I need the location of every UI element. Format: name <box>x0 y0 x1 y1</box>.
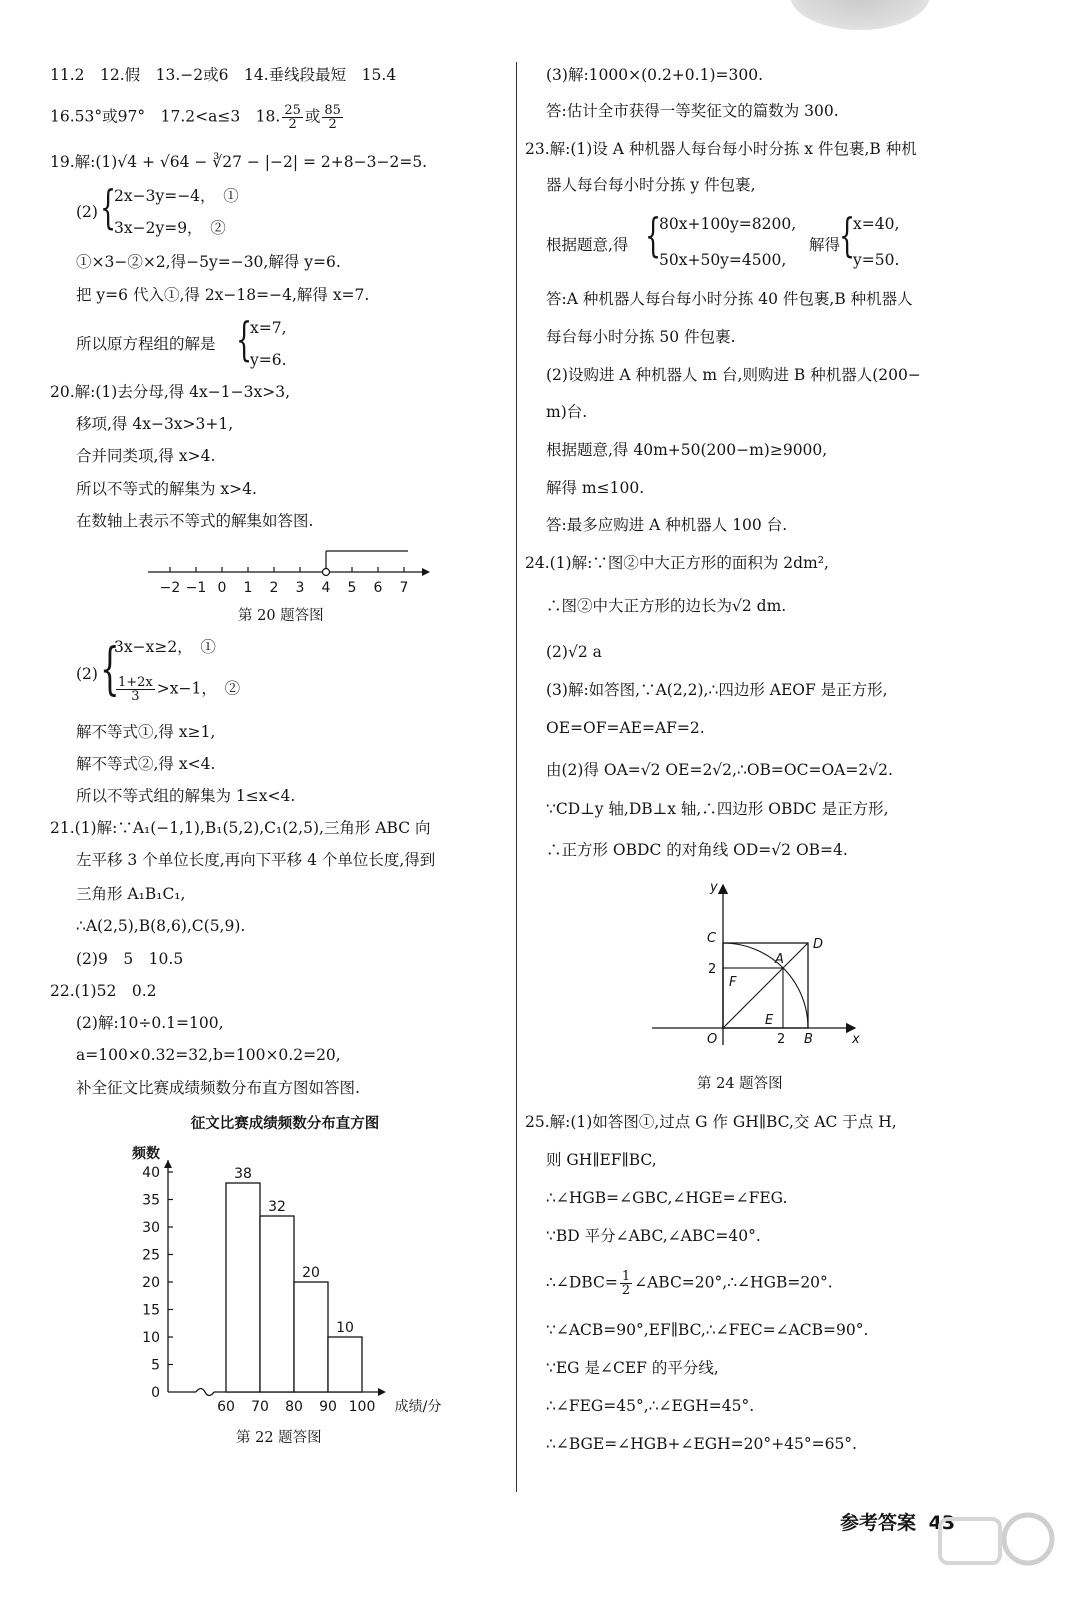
axis-break <box>196 1389 214 1396</box>
x-tick-label: 100 <box>348 1399 376 1415</box>
q20-part1: 20.解:(1)去分母,得 4x−1−3x>3, <box>50 383 291 401</box>
number-line-figure <box>140 540 430 600</box>
histogram-bar <box>260 1216 294 1392</box>
column-divider <box>516 62 517 1492</box>
bar-value-label: 20 <box>302 1265 320 1281</box>
q22-ab: a=100×0.32=32,b=100×0.2=20, <box>76 1046 341 1064</box>
q23-solve: 解得 m≤100. <box>546 479 645 497</box>
label-x: x <box>852 1032 860 1047</box>
y-tick-label: 40 <box>142 1165 160 1181</box>
q23-answer1b: 每台每小时分拣 50 件包裹. <box>546 328 736 346</box>
number-line-tick-label: 2 <box>269 580 279 596</box>
q21-line4: ∴A(2,5),B(8,6),C(5,9). <box>76 917 246 935</box>
number-line-tick-label: −1 <box>185 580 207 596</box>
q20-ineq2: $\frac{1+2x}{3}$ >x−1， ② <box>118 675 241 704</box>
q25-line2: 则 GH∥EF∥BC, <box>546 1151 657 1169</box>
q23-line1: 23.解:(1)设 A 种机器人每台每小时分拣 x 件包裹,B 种机 <box>525 140 917 158</box>
y-tick-label: 0 <box>151 1385 160 1401</box>
answer-line-16-18: 16.53°或97° 17.2<a≤3 18. $\frac{25}{2}$ 或 $\frac{85}{2}$ <box>50 103 341 132</box>
y-tick-label: 10 <box>142 1330 160 1346</box>
q19-step2: 把 y=6 代入①,得 2x−18=−4,解得 x=7. <box>76 286 370 304</box>
q25-line3: ∴∠HGB=∠GBC,∠HGE=∠FEG. <box>546 1189 788 1207</box>
y-tick-label: 20 <box>142 1275 160 1291</box>
q24-part3-line2: OE=OF=AE=AF=2. <box>546 719 705 737</box>
label-o: O <box>707 1032 718 1047</box>
number-line-tick-label: 6 <box>373 580 383 596</box>
chart-title: 征文比赛成绩频数分布直方图 <box>190 1116 380 1132</box>
number-line-tick-label: 5 <box>347 580 357 596</box>
label-e: E <box>765 1013 774 1028</box>
q23-answer2: 答:最多应购进 A 种机器人 100 台. <box>546 516 788 534</box>
q23-eq2: 50x+50y=4500, <box>659 251 787 269</box>
q24-part3-line3: 由(2)得 OA=√2 OE=2√2,∴OB=OC=OA=2√2. <box>546 761 893 779</box>
y-tick-label: 15 <box>142 1302 160 1319</box>
q23-part2-line1: (2)设购进 A 种机器人 m 台,则购进 B 种机器人(200− <box>546 366 921 384</box>
chart-x-label: 成绩/分 <box>394 1399 442 1415</box>
q23-system-label: 根据题意,得 <box>546 236 629 254</box>
fraction-85-2: $\frac{85}{2}$ <box>324 103 341 132</box>
q25-line7: ∵EG 是∠CEF 的平分线, <box>546 1359 719 1377</box>
number-line-arrow <box>422 568 430 576</box>
bar-value-label: 38 <box>234 1166 252 1182</box>
q20-solve1: 解不等式①,得 x≥1, <box>76 723 216 741</box>
y-tick-label: 5 <box>151 1357 160 1374</box>
q23-line2: 器人每台每小时分拣 y 件包裹, <box>546 176 756 194</box>
fraction-1plus2x-3: $\frac{1+2x}{3}$ <box>118 675 153 704</box>
q20-step3: 合并同类项,得 x>4. <box>76 447 216 465</box>
system-brace: { <box>100 180 117 234</box>
q19-solution-x: x=7, <box>250 319 287 337</box>
q25-line1: 25.解:(1)如答图①,过点 G 作 GH∥BC,交 AC 于点 H, <box>525 1113 897 1131</box>
histogram-bar <box>328 1337 362 1392</box>
q20-ineq1: 3x−x≥2， ① <box>114 638 216 656</box>
histogram-bar <box>294 1282 328 1392</box>
system-brace: { <box>236 312 253 366</box>
q20-part2-label: (2) <box>76 665 98 683</box>
q23-answer1: 答:A 种机器人每台每小时分拣 40 件包裹,B 种机器人 <box>546 290 913 308</box>
label-a: A <box>775 952 784 967</box>
label-y: y <box>710 880 718 895</box>
q19-eq2: 3x−2y=9， ② <box>114 219 226 237</box>
q25-line9: ∴∠BGE=∠HGB+∠EGH=20°+45°=65°. <box>546 1435 857 1453</box>
q24-part3-line1: (3)解:如答图,∵A(2,2),∴四边形 AEOF 是正方形, <box>546 681 888 699</box>
q22-part1: 22.(1)52 0.2 <box>50 982 157 1000</box>
q21-line3: 三角形 A₁B₁C₁, <box>76 885 186 903</box>
label-c: C <box>707 931 717 946</box>
q24-part3-line5: ∴正方形 OBDC 的对角线 OD=√2 OB=4. <box>546 841 848 859</box>
q25-line4: ∵BD 平分∠ABC,∠ABC=40°. <box>546 1227 761 1245</box>
label-b: B <box>804 1032 813 1047</box>
q23-sol-x: x=40, <box>853 215 900 233</box>
fraction-25-2: $\frac{25}{2}$ <box>284 103 301 132</box>
y-tick-label: 25 <box>142 1247 160 1264</box>
figure-24-coordinate-diagram <box>640 875 880 1055</box>
q20-step2: 移项,得 4x−3x>3+1, <box>76 415 234 433</box>
bar-value-label: 10 <box>336 1320 354 1336</box>
q20-solve2: 解不等式②,得 x<4. <box>76 755 216 773</box>
watermark-logo <box>900 1505 1060 1595</box>
q20-solution: 所以不等式组的解集为 1≤x<4. <box>76 787 296 805</box>
q19-part2-label: (2) <box>76 203 98 221</box>
bar-value-label: 32 <box>268 1199 286 1215</box>
q25-line5: ∴∠DBC= $\frac{1}{2}$ ∠ABC=20°,∴∠HGB=20°. <box>546 1269 833 1298</box>
footer-label: 参考答案 <box>840 1512 917 1534</box>
x-tick-label: 70 <box>251 1399 269 1415</box>
figure-24-caption: 第 24 题答图 <box>697 1076 783 1092</box>
number-line-tick-label: 3 <box>295 580 305 596</box>
histogram-chart <box>110 1108 460 1424</box>
q20-step5: 在数轴上表示不等式的解集如答图. <box>76 512 314 530</box>
figure-22-caption: 第 22 题答图 <box>236 1430 322 1446</box>
q25-line8: ∴∠FEG=45°,∴∠EGH=45°. <box>546 1397 755 1415</box>
x-tick-label: 90 <box>319 1399 337 1415</box>
y-axis-arrow <box>164 1160 172 1168</box>
q24-part3-line4: ∵CD⊥y 轴,DB⊥x 轴,∴四边形 OBDC 是正方形, <box>546 800 889 818</box>
q22-note: 补全征文比赛成绩频数分布直方图如答图. <box>76 1079 360 1097</box>
chart-y-label: 频数 <box>132 1146 160 1162</box>
q19-solution-label: 所以原方程组的解是 <box>76 335 216 353</box>
y-tick-label: 30 <box>142 1220 160 1236</box>
label-f: F <box>729 975 737 990</box>
page-number: 43 <box>928 1512 956 1534</box>
system-brace: { <box>100 637 120 702</box>
label-2-y: 2 <box>708 962 717 977</box>
figure-20-caption: 第 20 题答图 <box>238 608 324 624</box>
system-brace: { <box>839 208 856 262</box>
label-2-x: 2 <box>777 1032 786 1047</box>
x-tick-label: 60 <box>217 1399 235 1415</box>
top-decorative-blot <box>790 0 930 30</box>
q19-step1: ①×3−②×2,得−5y=−30,解得 y=6. <box>76 253 341 271</box>
histogram-bar <box>226 1183 260 1392</box>
q23-inequality: 根据题意,得 40m+50(200−m)≥9000, <box>546 441 828 459</box>
q21-part2: (2)9 5 10.5 <box>76 950 184 968</box>
q22-part3: (3)解:1000×(0.2+0.1)=300. <box>546 66 763 84</box>
system-brace: { <box>645 208 662 262</box>
q23-solve-label: 解得 <box>809 236 841 254</box>
q19-solution-y: y=6. <box>250 351 287 369</box>
q22-answer: 答:估计全市获得一等奖征文的篇数为 300. <box>546 102 839 120</box>
number-line-tick-label: 4 <box>321 580 331 596</box>
q19-eq1: 2x−3y=−4， ① <box>114 187 239 205</box>
q23-sol-y: y=50. <box>853 251 900 269</box>
q21-line2: 左平移 3 个单位长度,再向下平移 4 个单位长度,得到 <box>76 851 436 869</box>
q24-part2: (2)√2 a <box>546 643 602 661</box>
q25-line6: ∵∠ACB=90°,EF∥BC,∴∠FEC=∠ACB=90°. <box>546 1321 869 1339</box>
number-line-tick-label: 0 <box>217 580 227 596</box>
q20-step4: 所以不等式的解集为 x>4. <box>76 480 257 498</box>
answer-line-11-15: 11.2 12.假 13.−2或6 14.垂线段最短 15.4 <box>50 66 397 84</box>
q23-eq1: 80x+100y=8200, <box>659 215 797 233</box>
x-tick-label: 80 <box>285 1399 303 1415</box>
q24-line1: 24.(1)解:∵图②中大正方形的面积为 2dm², <box>525 554 829 572</box>
fraction-1-2: $\frac{1}{2}$ <box>621 1269 631 1298</box>
y-tick-label: 35 <box>142 1192 160 1209</box>
number-line-tick-label: 7 <box>399 580 409 596</box>
number-line-tick-label: 1 <box>243 580 253 596</box>
open-endpoint <box>323 569 330 576</box>
q24-line2: ∴图②中大正方形的边长为√2 dm. <box>546 597 787 615</box>
q22-part2: (2)解:10÷0.1=100, <box>76 1014 224 1032</box>
q21-line1: 21.(1)解:∵A₁(−1,1),B₁(5,2),C₁(2,5),三角形 ABC 向 <box>50 819 431 837</box>
number-line-tick-label: −2 <box>159 580 181 596</box>
x-axis-arrow <box>378 1388 386 1396</box>
q19-part1: 19.解:(1)√4 + √64 − ∛27 − |−2| = 2+8−3−2=5. <box>50 153 428 171</box>
q23-part2-line2: m)台. <box>546 403 588 421</box>
label-d: D <box>813 937 824 952</box>
